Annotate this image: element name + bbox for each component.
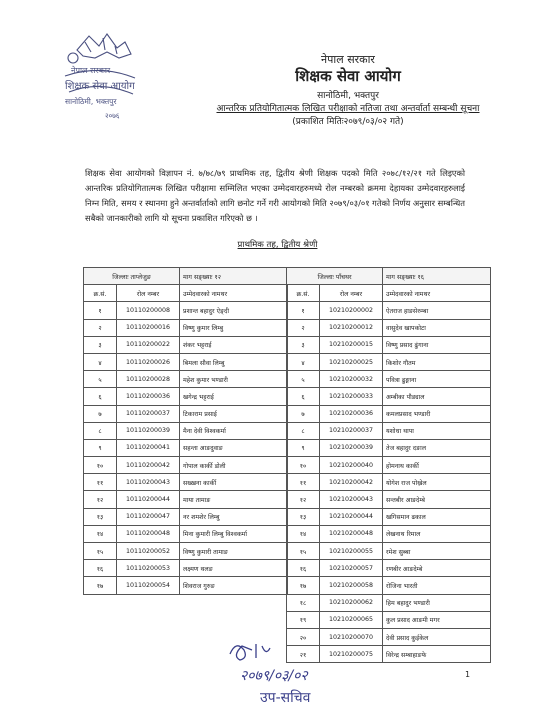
district-label: जिल्लाः ताप्लेजुङ bbox=[84, 268, 180, 285]
row-roll-number: 10210200012 bbox=[320, 319, 383, 336]
row-sn: १५ bbox=[84, 543, 117, 560]
row-roll-number: 10210200058 bbox=[320, 577, 383, 594]
row-roll-number: 10210200015 bbox=[320, 336, 383, 353]
government-seal-logo bbox=[55, 28, 145, 128]
row-roll-number: 10210200025 bbox=[320, 353, 383, 370]
table-row bbox=[287, 439, 491, 456]
row-candidate-name: योगेश राज पोख्रेल bbox=[383, 474, 491, 491]
row-roll-number: 10110200036 bbox=[117, 388, 180, 405]
row-candidate-name: पवित्रा ढुङ्गाना bbox=[383, 371, 491, 388]
row-roll-number: 10210200040 bbox=[320, 457, 383, 474]
row-candidate-name: लक्ष्मण थलङ bbox=[180, 560, 288, 577]
seal-text-top: नेपाल सरकार bbox=[71, 66, 111, 75]
table-row bbox=[84, 508, 288, 525]
published-date: (प्रकाशित मितिः२०७९/०३/०२ गते) bbox=[292, 117, 404, 127]
table-district-row bbox=[84, 268, 288, 285]
row-candidate-name: विरेन्द्र सम्बाहाङफे bbox=[383, 646, 491, 663]
row-sn: १३ bbox=[287, 508, 320, 525]
row-roll-number: 10210200065 bbox=[320, 611, 383, 628]
commission-title: शिक्षक सेवा आयोग bbox=[295, 67, 401, 85]
table-row bbox=[84, 336, 288, 353]
table-row bbox=[287, 474, 491, 491]
row-candidate-name: देवी प्रसाद कुईकेल bbox=[383, 628, 491, 645]
row-candidate-name: रणबीर आङदेम्बे bbox=[383, 560, 491, 577]
row-sn: १६ bbox=[287, 560, 320, 577]
row-roll-number: 10210200033 bbox=[320, 388, 383, 405]
row-roll-number: 10110200052 bbox=[117, 543, 180, 560]
row-roll-number: 10210200062 bbox=[320, 594, 383, 611]
table-row bbox=[287, 371, 491, 388]
row-roll-number: 10110200028 bbox=[117, 371, 180, 388]
row-candidate-name: अम्बीका पौड्याल bbox=[383, 388, 491, 405]
row-roll-number: 10110200048 bbox=[117, 525, 180, 542]
table-header-row bbox=[84, 285, 288, 302]
page-number: 1 bbox=[465, 670, 471, 679]
seal-year: २०७६ bbox=[105, 112, 120, 120]
table-row bbox=[84, 353, 288, 370]
row-sn: १२ bbox=[287, 491, 320, 508]
table-row bbox=[84, 405, 288, 422]
table-row bbox=[287, 611, 491, 628]
col-sn-header: क्र.सं. bbox=[287, 285, 320, 302]
row-roll-number: 10210200002 bbox=[320, 302, 383, 319]
row-candidate-name: खगिसमान ढकाल bbox=[383, 508, 491, 525]
row-roll-number: 10110200043 bbox=[117, 474, 180, 491]
table-row bbox=[84, 302, 288, 319]
row-candidate-name: रोजिना भारती bbox=[383, 577, 491, 594]
table-row bbox=[84, 439, 288, 456]
row-roll-number: 10210200039 bbox=[320, 439, 383, 456]
row-sn: ९ bbox=[84, 439, 117, 456]
row-sn: २१ bbox=[287, 646, 320, 663]
row-candidate-name: ऐतराज हाङसेरुम्बा bbox=[383, 302, 491, 319]
notice-paragraph: शिक्षक सेवा आयोगको विज्ञापन नं. ७/७८/७९ प्राथमिक तह, द्वितीय श्रेणी शिक्षक पदको मिति २०७८/१२/२१ गते लिइएको आन्तरिक प्रतियोगितात्मक लिखित परीक्षामा सम्मिलित भएका उम्मेदवारहरुमध्ये रोल नम्बरको क्रममा देहायका उम्मेदवारहरुलाई निम्न मिति, समय र स्थानमा हुने अन्तर्वार्ताको लागि छनोट गर्ने गरी आयोगको मिति २०७९/०३/०१ गतेको निर्णय अनुसार सम्बन्धित सबैको जानकारीको लागि यो सूचना प्रकाशित गरिएको छ । bbox=[85, 168, 465, 223]
row-sn: ३ bbox=[287, 336, 320, 353]
table-row bbox=[84, 491, 288, 508]
row-sn: ८ bbox=[84, 422, 117, 439]
left-candidate-table bbox=[83, 267, 288, 595]
table-row bbox=[287, 319, 491, 336]
row-sn: ७ bbox=[84, 405, 117, 422]
row-roll-number: 10210200075 bbox=[320, 646, 383, 663]
row-roll-number: 10210200057 bbox=[320, 560, 383, 577]
table-row bbox=[287, 422, 491, 439]
row-roll-number: 10110200054 bbox=[117, 577, 180, 594]
col-sn-header: क्र.सं. bbox=[84, 285, 117, 302]
group-label: माग सङ्ख्याः १६ bbox=[383, 268, 491, 285]
row-roll-number: 10210200055 bbox=[320, 543, 383, 560]
table-row bbox=[84, 525, 288, 542]
signature-block bbox=[222, 636, 362, 711]
row-candidate-name: प्रशान्त बहादुर ऐङ्दी bbox=[180, 302, 288, 319]
table-row bbox=[84, 371, 288, 388]
row-candidate-name: शिवराज गुरुङ bbox=[180, 577, 288, 594]
table-row bbox=[287, 577, 491, 594]
row-candidate-name: हिम बहादुर भण्डारी bbox=[383, 594, 491, 611]
table-row bbox=[287, 336, 491, 353]
table-row bbox=[84, 457, 288, 474]
row-candidate-name: रमेश सुब्बा bbox=[383, 543, 491, 560]
row-roll-number: 10210200048 bbox=[320, 525, 383, 542]
table-row bbox=[287, 594, 491, 611]
row-sn: १ bbox=[287, 302, 320, 319]
district-label: जिल्लाः पाँचथर bbox=[287, 268, 383, 285]
table-header-row bbox=[287, 285, 491, 302]
table-row bbox=[84, 560, 288, 577]
row-candidate-name: लेखनाथ रिमाल bbox=[383, 525, 491, 542]
gov-name: नेपाल सरकार bbox=[321, 53, 375, 66]
row-candidate-name: सहन्ता आङदुवाङ bbox=[180, 439, 288, 456]
row-sn: १३ bbox=[84, 508, 117, 525]
row-sn: ७ bbox=[287, 405, 320, 422]
row-candidate-name: कमलप्रसाद भण्डारी bbox=[383, 405, 491, 422]
table-row bbox=[287, 525, 491, 542]
row-candidate-name: नर शमशेर लिम्बु bbox=[180, 508, 288, 525]
row-sn: ६ bbox=[287, 388, 320, 405]
row-roll-number: 10210200070 bbox=[320, 628, 383, 645]
notice-title: आन्तरिक प्रतियोगितात्मक लिखित परीक्षाको नतिजा तथा अन्तर्वार्ता सम्बन्धी सूचना bbox=[216, 104, 480, 114]
row-roll-number: 10110200042 bbox=[117, 457, 180, 474]
table-row bbox=[84, 474, 288, 491]
row-candidate-name: माया तामाङ bbox=[180, 491, 288, 508]
level-subheading: प्राथमिक तह, द्वितीय श्रेणी bbox=[237, 240, 318, 250]
row-sn: ११ bbox=[84, 474, 117, 491]
table-row bbox=[84, 422, 288, 439]
row-sn: १७ bbox=[84, 577, 117, 594]
table-row bbox=[84, 543, 288, 560]
table-row bbox=[287, 491, 491, 508]
row-roll-number: 10110200016 bbox=[117, 319, 180, 336]
table-row bbox=[287, 560, 491, 577]
row-roll-number: 10110200053 bbox=[117, 560, 180, 577]
row-roll-number: 10110200044 bbox=[117, 491, 180, 508]
seal-text-mid: शिक्षक सेवा आयोग bbox=[65, 81, 135, 92]
row-candidate-name: तेज बहादुर दङाल bbox=[383, 439, 491, 456]
row-sn: २ bbox=[287, 319, 320, 336]
col-roll-header: रोल नम्बर bbox=[117, 285, 180, 302]
row-sn: २ bbox=[84, 319, 117, 336]
row-candidate-name: महेश कुमार भण्डारी bbox=[180, 371, 288, 388]
row-sn: ८ bbox=[287, 422, 320, 439]
row-candidate-name: किशोर गौतम bbox=[383, 353, 491, 370]
row-sn: ५ bbox=[84, 371, 117, 388]
row-sn: २० bbox=[287, 628, 320, 645]
row-sn: १७ bbox=[287, 577, 320, 594]
row-candidate-name: वासुदेव खापकोटा bbox=[383, 319, 491, 336]
row-candidate-name: खगेन्द्र भट्टराई bbox=[180, 388, 288, 405]
table-row bbox=[287, 508, 491, 525]
row-sn: १४ bbox=[287, 525, 320, 542]
col-name-header: उम्मेदवारको नामथर bbox=[180, 285, 288, 302]
row-roll-number: 10110200039 bbox=[117, 422, 180, 439]
row-sn: १० bbox=[287, 457, 320, 474]
row-sn: ६ bbox=[84, 388, 117, 405]
table-row bbox=[84, 388, 288, 405]
row-sn: १६ bbox=[84, 560, 117, 577]
row-candidate-name: विष्णु कुमारी तामाङ bbox=[180, 543, 288, 560]
row-roll-number: 10210200032 bbox=[320, 371, 383, 388]
row-sn: ३ bbox=[84, 336, 117, 353]
row-roll-number: 10210200037 bbox=[320, 422, 383, 439]
row-candidate-name: यशोधा थापा bbox=[383, 422, 491, 439]
table-row bbox=[84, 319, 288, 336]
row-roll-number: 10110200037 bbox=[117, 405, 180, 422]
row-candidate-name: होमनाथ कार्की bbox=[383, 457, 491, 474]
row-candidate-name: सख्खना कार्की bbox=[180, 474, 288, 491]
row-candidate-name: विष्णु प्रसाद ढुंगाना bbox=[383, 336, 491, 353]
row-sn: १२ bbox=[84, 491, 117, 508]
table-row bbox=[287, 457, 491, 474]
col-roll-header: रोल नम्बर bbox=[320, 285, 383, 302]
row-sn: ११ bbox=[287, 474, 320, 491]
row-candidate-name: विष्णु कुमार लिम्बु bbox=[180, 319, 288, 336]
row-roll-number: 10210200043 bbox=[320, 491, 383, 508]
row-sn: १९ bbox=[287, 611, 320, 628]
row-sn: १४ bbox=[84, 525, 117, 542]
row-roll-number: 10210200044 bbox=[320, 508, 383, 525]
row-sn: १५ bbox=[287, 543, 320, 560]
row-roll-number: 10110200008 bbox=[117, 302, 180, 319]
row-sn: ४ bbox=[287, 353, 320, 370]
row-sn: ४ bbox=[84, 353, 117, 370]
table-row bbox=[84, 577, 288, 594]
right-candidate-table bbox=[286, 267, 491, 663]
table-district-row bbox=[287, 268, 491, 285]
table-row bbox=[287, 543, 491, 560]
row-candidate-name: सन्तबीर आङदेम्बे bbox=[383, 491, 491, 508]
row-roll-number: 10210200036 bbox=[320, 405, 383, 422]
table-row bbox=[287, 388, 491, 405]
row-roll-number: 10210200042 bbox=[320, 474, 383, 491]
group-label: माग सङ्ख्याः १२ bbox=[180, 268, 288, 285]
signature-title: उप-सचिव bbox=[260, 690, 311, 706]
row-sn: ९ bbox=[287, 439, 320, 456]
row-roll-number: 10110200047 bbox=[117, 508, 180, 525]
row-candidate-name: गोपाल कार्की डोली bbox=[180, 457, 288, 474]
signature-date: २०७९/०३/०२ bbox=[240, 668, 308, 684]
row-candidate-name: कुल प्रसाद आङमी मगर bbox=[383, 611, 491, 628]
row-sn: ५ bbox=[287, 371, 320, 388]
table-row bbox=[287, 353, 491, 370]
row-candidate-name: बिमला सौवा लिम्बु bbox=[180, 353, 288, 370]
col-name-header: उम्मेदवारको नामथर bbox=[383, 285, 491, 302]
row-roll-number: 10110200041 bbox=[117, 439, 180, 456]
row-roll-number: 10110200022 bbox=[117, 336, 180, 353]
table-row bbox=[287, 405, 491, 422]
row-candidate-name: शंकर भट्टराई bbox=[180, 336, 288, 353]
row-candidate-name: टिकाराम प्रसाई bbox=[180, 405, 288, 422]
seal-text-bottom: सानोठिमी, भक्तपुर bbox=[65, 97, 117, 106]
row-candidate-name: मिना कुमारी लिम्बु विश्वकर्मा bbox=[180, 525, 288, 542]
row-sn: १ bbox=[84, 302, 117, 319]
row-sn: १८ bbox=[287, 594, 320, 611]
row-candidate-name: मैना देवी विश्वकर्मा bbox=[180, 422, 288, 439]
table-row bbox=[287, 302, 491, 319]
row-sn: १० bbox=[84, 457, 117, 474]
office-address: सानोठिमी, भक्तपुर bbox=[317, 91, 379, 101]
row-roll-number: 10110200026 bbox=[117, 353, 180, 370]
